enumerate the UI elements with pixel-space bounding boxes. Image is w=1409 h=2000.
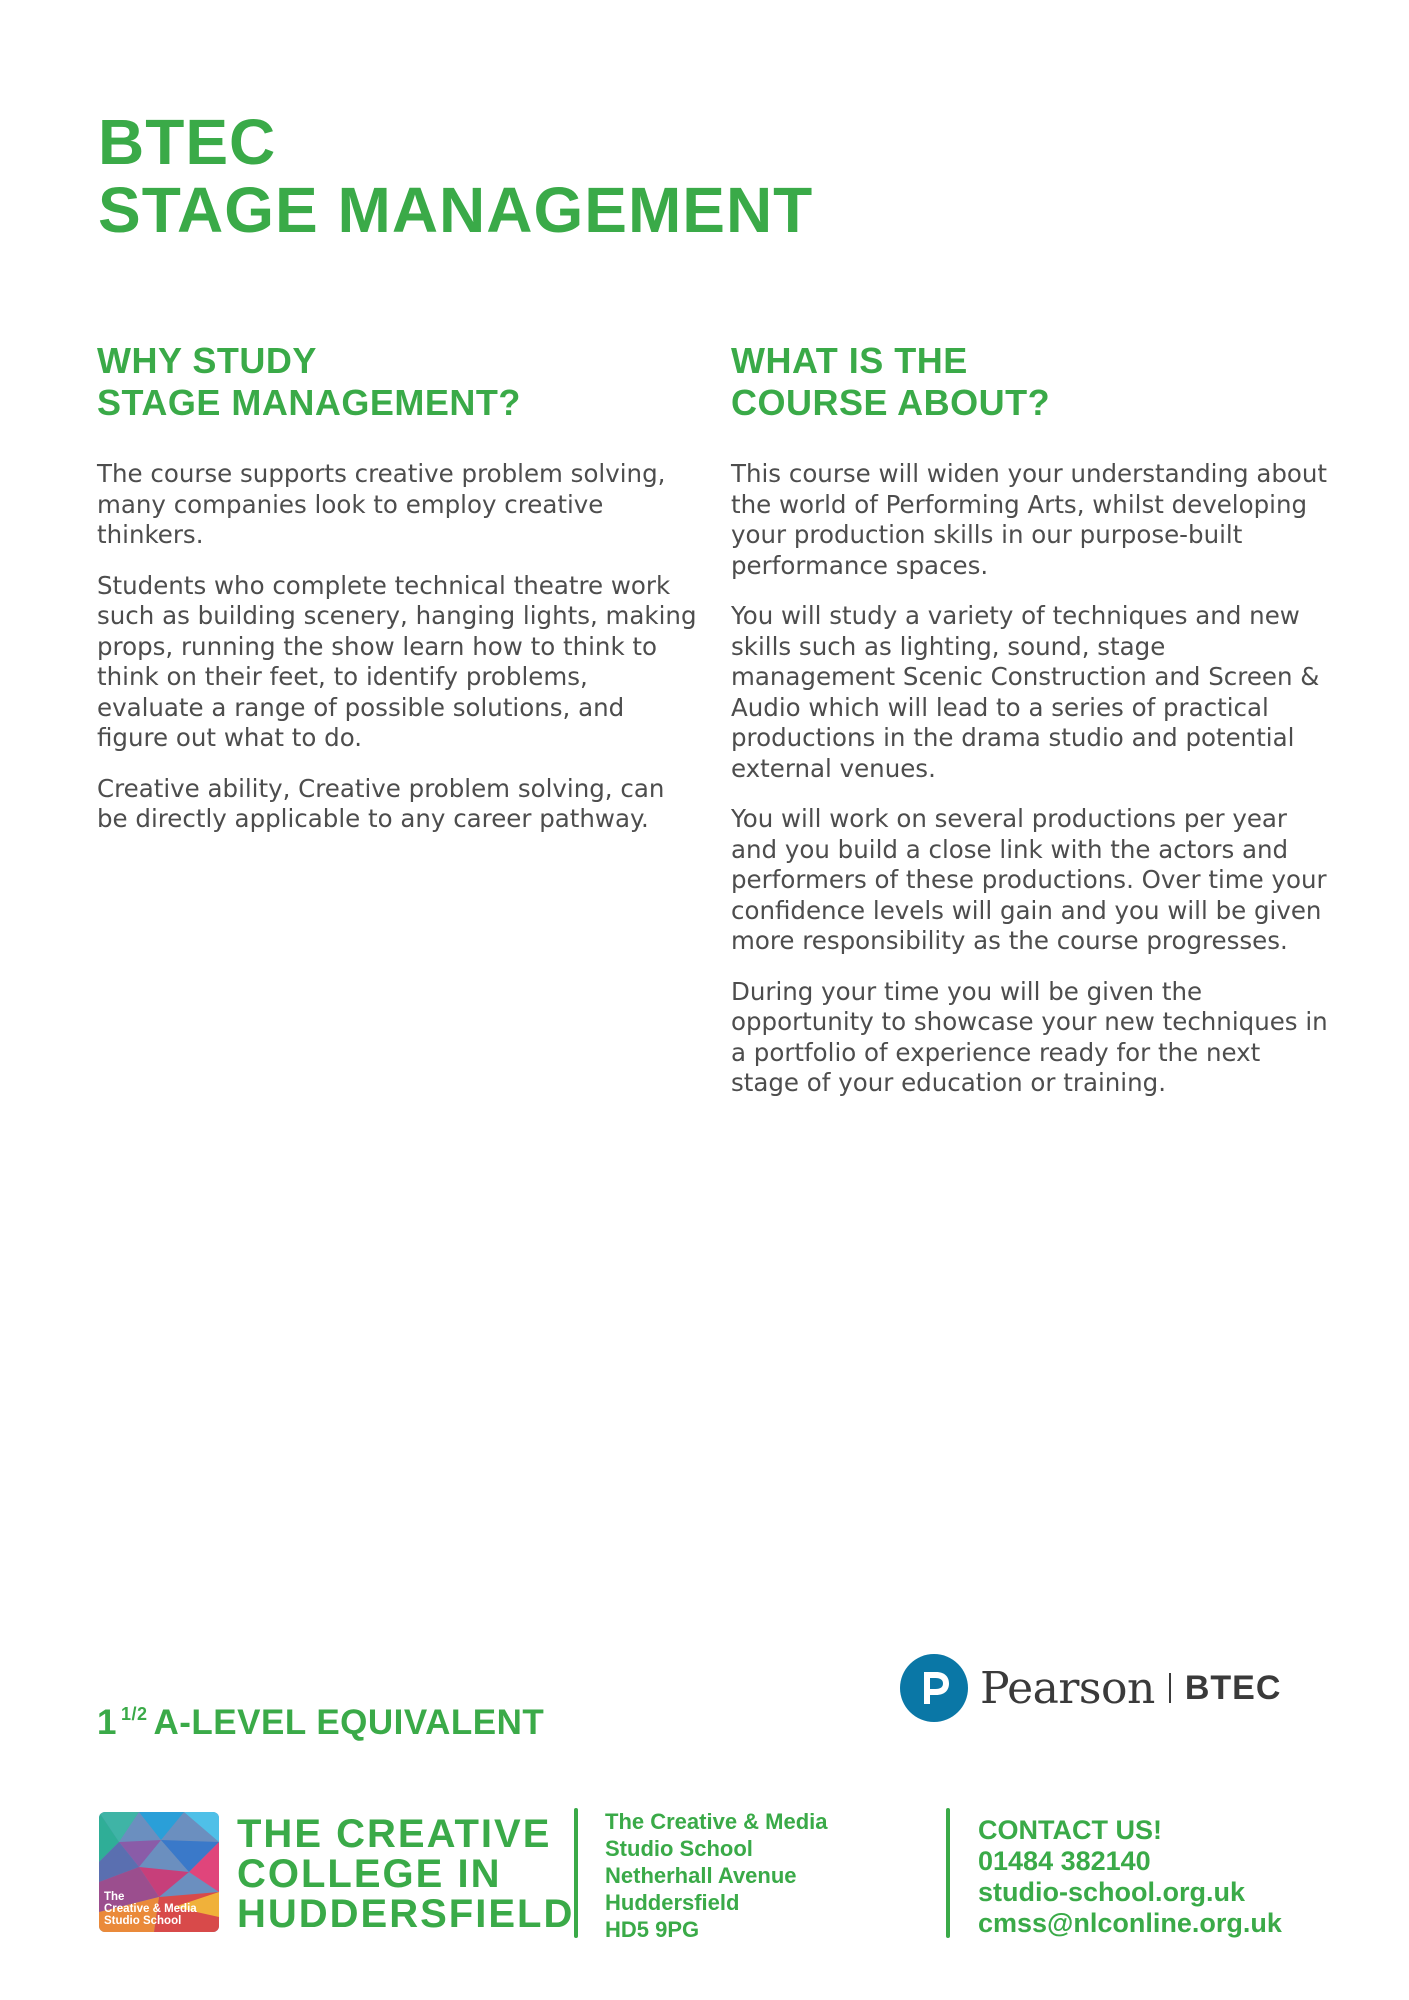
why-study-paragraph-1: The course supports creative problem solving, many companies look to employ creative thinkers.: [97, 459, 666, 549]
college-name-line-2: COLLEGE IN: [237, 1852, 502, 1896]
why-study-heading-line-2: STAGE MANAGEMENT?: [97, 382, 521, 423]
pearson-icon: [900, 1654, 968, 1722]
address-line-1: The Creative & Media: [605, 1809, 828, 1834]
address-line-2: Studio School: [605, 1836, 753, 1861]
college-name-line-1: THE CREATIVE: [237, 1812, 552, 1856]
course-about-section: [731, 340, 1331, 1119]
pearson-btec-wordmark: BTEC: [1184, 1668, 1282, 1707]
college-name: [237, 1814, 574, 1934]
why-study-section: [97, 340, 697, 855]
course-about-paragraph-2: You will study a variety of techniques and new skills such as lighting, sound, stage management Scenic Construction and Screen & Audio which will lead to a series of practical productions in the drama studio and potential external venues.: [731, 601, 1320, 783]
school-address: [605, 1808, 828, 1943]
course-about-heading: [731, 340, 1331, 424]
page-title: [98, 108, 813, 244]
contact-phone[interactable]: 01484 382140: [978, 1846, 1151, 1876]
course-about-paragraph-4: During your time you will be given the opportunity to showcase your new techniques in a portfolio of experience ready for the next stage of your education or training.: [731, 976, 1328, 1097]
address-line-5: HD5 9PG: [605, 1917, 700, 1942]
contact-block: [978, 1815, 1282, 1939]
why-study-paragraph-3: Creative ability, Creative problem solving, can be directly applicable to any career pathway.: [97, 773, 665, 833]
logo-text-line-1: The: [104, 1891, 125, 1903]
course-about-heading-line-1: WHAT IS THE: [731, 340, 968, 381]
title-line-2: STAGE MANAGEMENT: [98, 174, 814, 246]
a-level-equivalent: [97, 1694, 544, 1743]
equivalent-label: A-LEVEL EQUIVALENT: [153, 1703, 545, 1742]
contact-email-link[interactable]: cmss@nlconline.org.uk: [978, 1908, 1282, 1938]
title-line-1: BTEC: [98, 106, 277, 178]
why-study-heading-line-1: WHY STUDY: [97, 340, 317, 381]
course-about-heading-line-2: COURSE ABOUT?: [731, 382, 1051, 423]
address-line-4: Huddersfield: [605, 1890, 740, 1915]
pearson-p-icon: [900, 1654, 968, 1722]
course-about-paragraph-3: You will work on several productions per year and you build a close link with the actors and performers of these productions. Over time your confidence levels will gain and you will be given more responsibility as the course progresses.: [731, 804, 1327, 955]
logo-text-line-3: Studio School: [104, 1915, 182, 1927]
why-study-heading: [97, 340, 697, 424]
equivalent-fraction: 1/2: [120, 1704, 148, 1724]
pearson-divider: [1169, 1673, 1171, 1703]
studio-school-logo: [99, 1812, 219, 1932]
footer-divider-2: [946, 1808, 950, 1938]
course-about-paragraph-1: This course will widen your understanding about the world of Performing Arts, whilst developing your production skills in our purpose-built performance spaces.: [731, 459, 1328, 580]
pearson-wordmark: Pearson: [980, 1662, 1155, 1714]
college-name-line-3: HUDDERSFIELD: [237, 1892, 575, 1936]
footer-divider-1: [574, 1808, 578, 1938]
address-line-3: Netherhall Avenue: [605, 1863, 797, 1888]
logo-text-line-2: Creative & Media: [104, 1903, 197, 1915]
contact-heading: CONTACT US!: [978, 1815, 1162, 1845]
why-study-paragraph-2: Students who complete technical theatre work such as building scenery, hanging lights, making props, running the show learn how to think to think on their feet, to identify problems, evaluate a range of possible solutions, and figure out what to do.: [97, 570, 697, 752]
contact-website-link[interactable]: studio-school.org.uk: [978, 1877, 1245, 1907]
pearson-btec-logo: [900, 1654, 1281, 1722]
equivalent-number: 1: [97, 1703, 117, 1742]
studio-school-logo-text: [104, 1891, 197, 1927]
